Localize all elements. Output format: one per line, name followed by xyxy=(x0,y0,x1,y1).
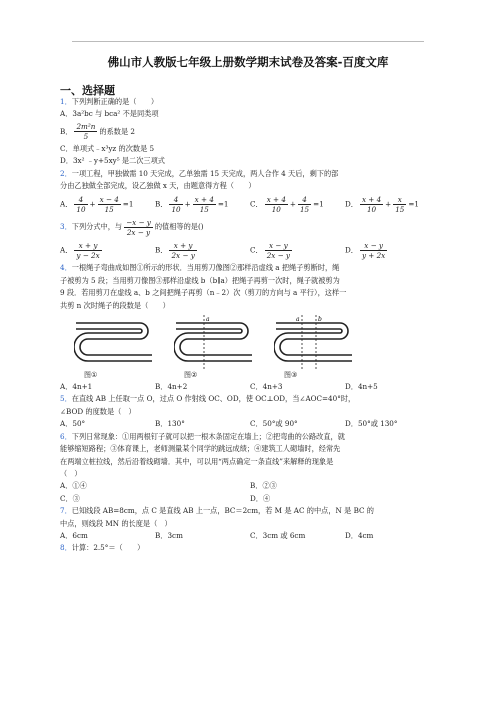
question-number: 8． xyxy=(60,543,72,553)
option-d: D． $\frac{x + 4}{10}$ + $\frac{x}{15}$ =1 xyxy=(345,194,419,214)
question-text: 已知线段 AB=8cm，点 C 是直线 AB 上一点，BC＝2cm，若 M 是 AC 的中点，N 是 BC 的 xyxy=(71,506,374,516)
option-d: D．50°或 130° xyxy=(345,419,398,429)
options-row xyxy=(60,530,440,542)
option-b: B．3cm xyxy=(155,530,183,540)
option-c: C．单项式﹣x³yz 的次数是 5 xyxy=(60,143,155,153)
question-number: 2． xyxy=(60,168,72,178)
question-1 xyxy=(60,96,440,168)
option-c: C．③ xyxy=(60,493,80,503)
question-number: 6． xyxy=(60,431,72,441)
option-a: A． $\frac{x + y}{y - 2x}$ xyxy=(60,240,100,260)
option-b: B．②③ xyxy=(250,481,277,491)
question-4 xyxy=(60,262,440,393)
question-text-cont: 能够缩短路程；③体育课上，老师测量某个同学的跳远成绩；④建筑工人砌墙时，经常先 xyxy=(60,444,341,454)
option-a: A．6cm xyxy=(60,530,88,540)
section-heading: 一、选择题 xyxy=(60,84,115,97)
question-6 xyxy=(60,431,440,505)
option-b: B．130° xyxy=(155,419,185,429)
fraction: $\frac{-x - y}{2x - y}$ xyxy=(126,217,151,237)
option-a: A．①④ xyxy=(60,481,87,491)
question-text: 在直线 AB 上任取一点 O，过点 O 作射线 OC、OD，使 OC⊥OD，当∠AOC=40°时， xyxy=(71,394,356,404)
option-c: C．4n+3 xyxy=(250,382,283,392)
header-rule xyxy=(72,41,424,42)
option-a: A．4n+1 xyxy=(60,382,93,392)
option-d: D．④ xyxy=(250,493,271,503)
question-2 xyxy=(60,168,440,217)
page-title: 佛山市人教版七年级上册数学期末试卷及答案-百度文库 xyxy=(107,55,389,69)
question-text: 下列判断正确的是（ ） xyxy=(71,97,159,106)
option-c: C．50°或 90° xyxy=(250,419,298,429)
option-c: C． $\frac{x + 4}{10}$ + $\frac{4}{15}$ =1 xyxy=(250,194,324,214)
figure-2-label: 图② xyxy=(184,370,198,379)
options-row xyxy=(60,493,440,505)
option-d: D．4n+5 xyxy=(345,382,378,392)
line-b-label: b xyxy=(318,316,322,324)
option-b: B． $\frac{\text{2m²n}}{5}$ 的系数是 2 xyxy=(60,122,135,142)
question-8 xyxy=(60,542,440,554)
option-a: A．50° xyxy=(60,419,86,429)
question-text-cont: 子被剪为 5 段；当用剪刀像图③那样沿虚线 b（b∥a）把绳子再剪一次时，绳子就被剪为 xyxy=(60,275,340,285)
option-b: B． $\frac{x + y}{2x - y}$ xyxy=(155,240,195,260)
options-row xyxy=(60,381,440,393)
question-text: 下列分式中，与 xyxy=(71,222,123,232)
rope-figures xyxy=(74,315,440,379)
fraction: $\frac{\text{2m²n}}{5}$ xyxy=(76,122,96,142)
question-text-cont: （ ） xyxy=(60,468,82,478)
figure-3-label: 图③ xyxy=(284,370,298,379)
options-row xyxy=(60,192,440,216)
line-a-label: a xyxy=(296,316,300,324)
question-text: 一根绳子弯曲成如图①所示的形状．当用剪刀像图②那样沿虚线 a 把绳子剪断时，绳 xyxy=(71,263,340,273)
option-d: D．3x² ﹣y+5xy⁵ 是二次三项式 xyxy=(60,156,165,166)
line-a-label: a xyxy=(206,316,210,324)
question-number: 1． xyxy=(60,97,72,106)
question-text-cont: 中点，则线段 MN 的长度是（ ） xyxy=(60,518,172,528)
option-c: C． $\frac{x - y}{2x - y}$ xyxy=(250,240,290,260)
option-b: B．4n+2 xyxy=(155,382,188,392)
option-a: A．3a²bc 与 bca² 不是同类项 xyxy=(60,109,159,119)
question-text-cont: 9 段．若用剪刀在虚线 a、b 之间把绳子再剪（n﹣2）次（剪刀的方向与 a 平行），这样一 xyxy=(60,288,347,298)
question-number: 4． xyxy=(60,263,72,273)
question-5 xyxy=(60,393,440,430)
figure-1-label: 图① xyxy=(84,370,98,379)
rope-figure-3 xyxy=(274,315,354,371)
question-3: 3． 下列分式中，与 $\frac{-x - y}{2x - y}$ 的值相等的是() A． $\frac{x + y}{y - 2x}$ B． $\frac{x + y}{2x - y}$ C． $\frac{x - y}{2x - y}$ D． $\frac{x - y}{y + 2x}$ xyxy=(60,216,440,262)
options-row xyxy=(60,418,440,430)
question-7 xyxy=(60,505,440,542)
options-row xyxy=(60,480,440,492)
question-list xyxy=(60,96,440,555)
option-a: A． $\frac{4}{10}$ + $\frac{x - 4}{15}$ =1 xyxy=(60,194,134,214)
question-text: 计算：2.5°＝（ ） xyxy=(71,543,145,553)
question-text: 一项工程，甲独做需 10 天完成，乙单独需 15 天完成，两人合作 4 天后，剩下的部 xyxy=(71,168,339,178)
question-text-cont: ∠BOD 的度数是（ ） xyxy=(60,406,136,416)
question-text: 下列日常现象：①用两根钉子就可以把一根木条固定在墙上；②把弯曲的公路改直，就 xyxy=(71,431,345,441)
question-text-cont: 在两端立桩拉线，然后沿着线砌墙．其中，可以用“两点确定一条直线”来解释的现象是 xyxy=(60,456,334,466)
option-d: D． $\frac{x - y}{y + 2x}$ xyxy=(345,240,386,260)
question-number: 5． xyxy=(60,394,72,404)
option-d: D．4cm xyxy=(345,530,374,540)
question-text-cont: 共剪 n 次时绳子的段数是（ ） xyxy=(60,300,170,310)
rope-figure-1 xyxy=(74,315,154,371)
question-number: 7． xyxy=(60,506,72,516)
options-row xyxy=(60,238,440,262)
option-c: C．3cm 或 6cm xyxy=(250,530,306,540)
question-number: 3． xyxy=(60,222,72,232)
question-text-cont: 分由乙独做全部完成，设乙独做 x 天，由题意得方程（ ） xyxy=(60,181,256,191)
option-b: B． $\frac{4}{10}$ + $\frac{x + 4}{15}$ =1 xyxy=(155,194,229,214)
rope-figure-2 xyxy=(174,315,254,371)
